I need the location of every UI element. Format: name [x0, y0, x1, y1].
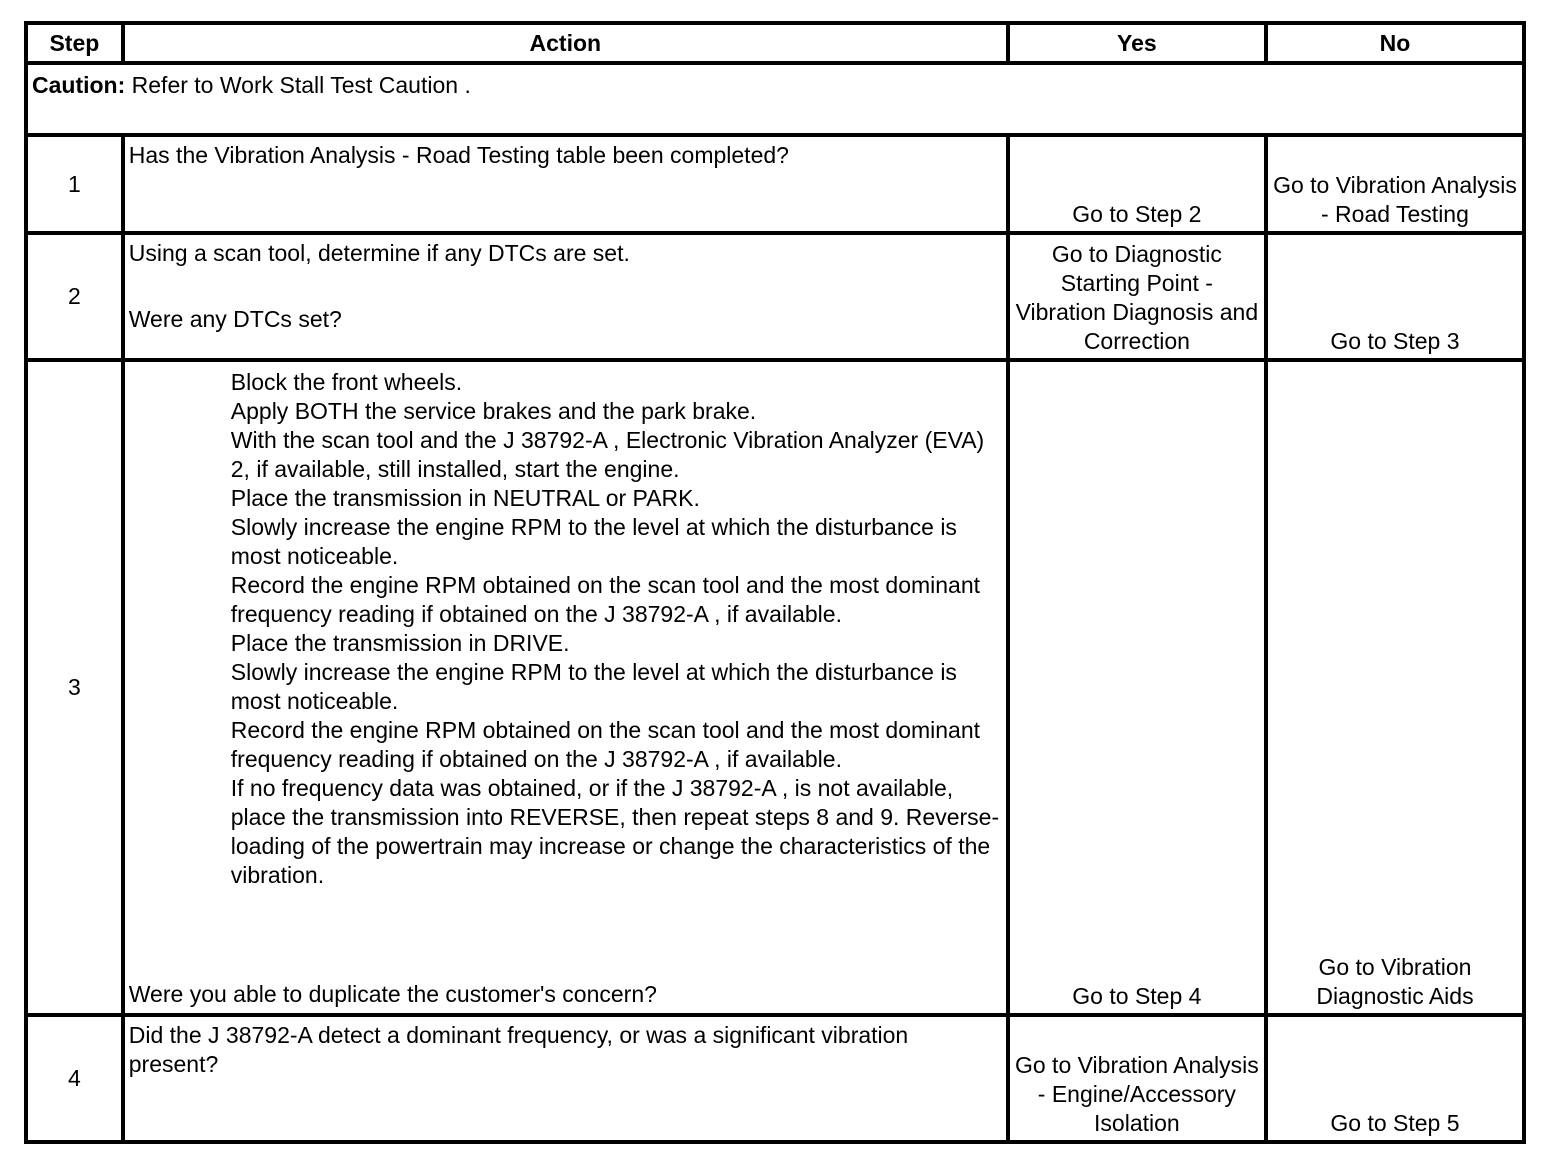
step-yes: Go to Step 2: [1008, 135, 1266, 233]
step-action: Did the J 38792-A detect a dominant frequency, or was a significant vibration present?: [123, 1015, 1008, 1142]
list-item: Record the engine RPM obtained on the scan tool and the most dominant frequency reading if obtained on the J 38792-A , if available.: [230, 717, 981, 772]
list-item: Apply BOTH the service brakes and the park brake.: [230, 398, 757, 424]
list-item: Slowly increase the engine RPM to the level at which the disturbance is most noticeable.: [230, 514, 957, 569]
caution-row: [26, 63, 1524, 135]
step-yes: Go to Vibration Analysis - Engine/Accessory Isolation: [1008, 1015, 1266, 1142]
step-no: Go to Step 5: [1266, 1015, 1524, 1142]
step-action: Using a scan tool, determine if any DTCs are set.: [128, 240, 630, 266]
step-number: 4: [26, 1015, 123, 1142]
list-item: With the scan tool and the J 38792-A , Electronic Vibration Analyzer (EVA) 2, if available, still installed, start the engine.: [230, 427, 985, 482]
step-number: 3: [26, 360, 123, 1015]
diagnostic-table-document: [24, 21, 1526, 1150]
step-action-cell: [123, 360, 1008, 1015]
caution-label: Caution:: [32, 72, 126, 98]
table-header-row: [26, 23, 1524, 63]
diagnostic-steps-table: [24, 21, 1526, 1144]
list-item: If no frequency data was obtained, or if the J 38792-A , is not available, place the transmission into REVERSE, then repeat steps 8 and 9. Reverse-loading of the powertrain may increase or change the characteristics of the vibration.: [230, 775, 1000, 888]
table-row: [26, 360, 1524, 1015]
step-yes: Go to Diagnostic Starting Point - Vibration Diagnosis and Correction: [1008, 233, 1266, 360]
step-question: Were you able to duplicate the customer's concern?: [128, 981, 657, 1007]
substep-list: [129, 368, 1002, 890]
list-item: Place the transmission in DRIVE.: [230, 630, 570, 656]
caution-text: Refer to Work Stall Test Caution .: [125, 72, 471, 98]
header-action: Action: [123, 23, 1008, 63]
list-item: Block the front wheels.: [230, 369, 463, 395]
step-number: 2: [26, 233, 123, 360]
header-step: Step: [26, 23, 123, 63]
caution-cell: [26, 63, 1524, 135]
step-no: Go to Vibration Analysis - Road Testing: [1266, 135, 1524, 233]
header-yes: Yes: [1008, 23, 1266, 63]
list-item: Record the engine RPM obtained on the scan tool and the most dominant frequency reading if obtained on the J 38792-A , if available.: [230, 572, 981, 627]
header-no: No: [1266, 23, 1524, 63]
step-question: Were any DTCs set?: [128, 306, 342, 332]
table-row: [26, 1015, 1524, 1142]
step-yes: Go to Step 4: [1008, 360, 1266, 1015]
list-item: Slowly increase the engine RPM to the level at which the disturbance is most noticeable.: [230, 659, 957, 714]
step-no: Go to Step 3: [1266, 233, 1524, 360]
step-number: 1: [26, 135, 123, 233]
step-action-cell: [123, 233, 1008, 360]
step-action: Has the Vibration Analysis - Road Testing table been completed?: [123, 135, 1008, 233]
list-item: Place the transmission in NEUTRAL or PARK.: [230, 485, 700, 511]
step-no: Go to Vibration Diagnostic Aids: [1266, 360, 1524, 1015]
table-row: [26, 135, 1524, 233]
table-row: [26, 233, 1524, 360]
